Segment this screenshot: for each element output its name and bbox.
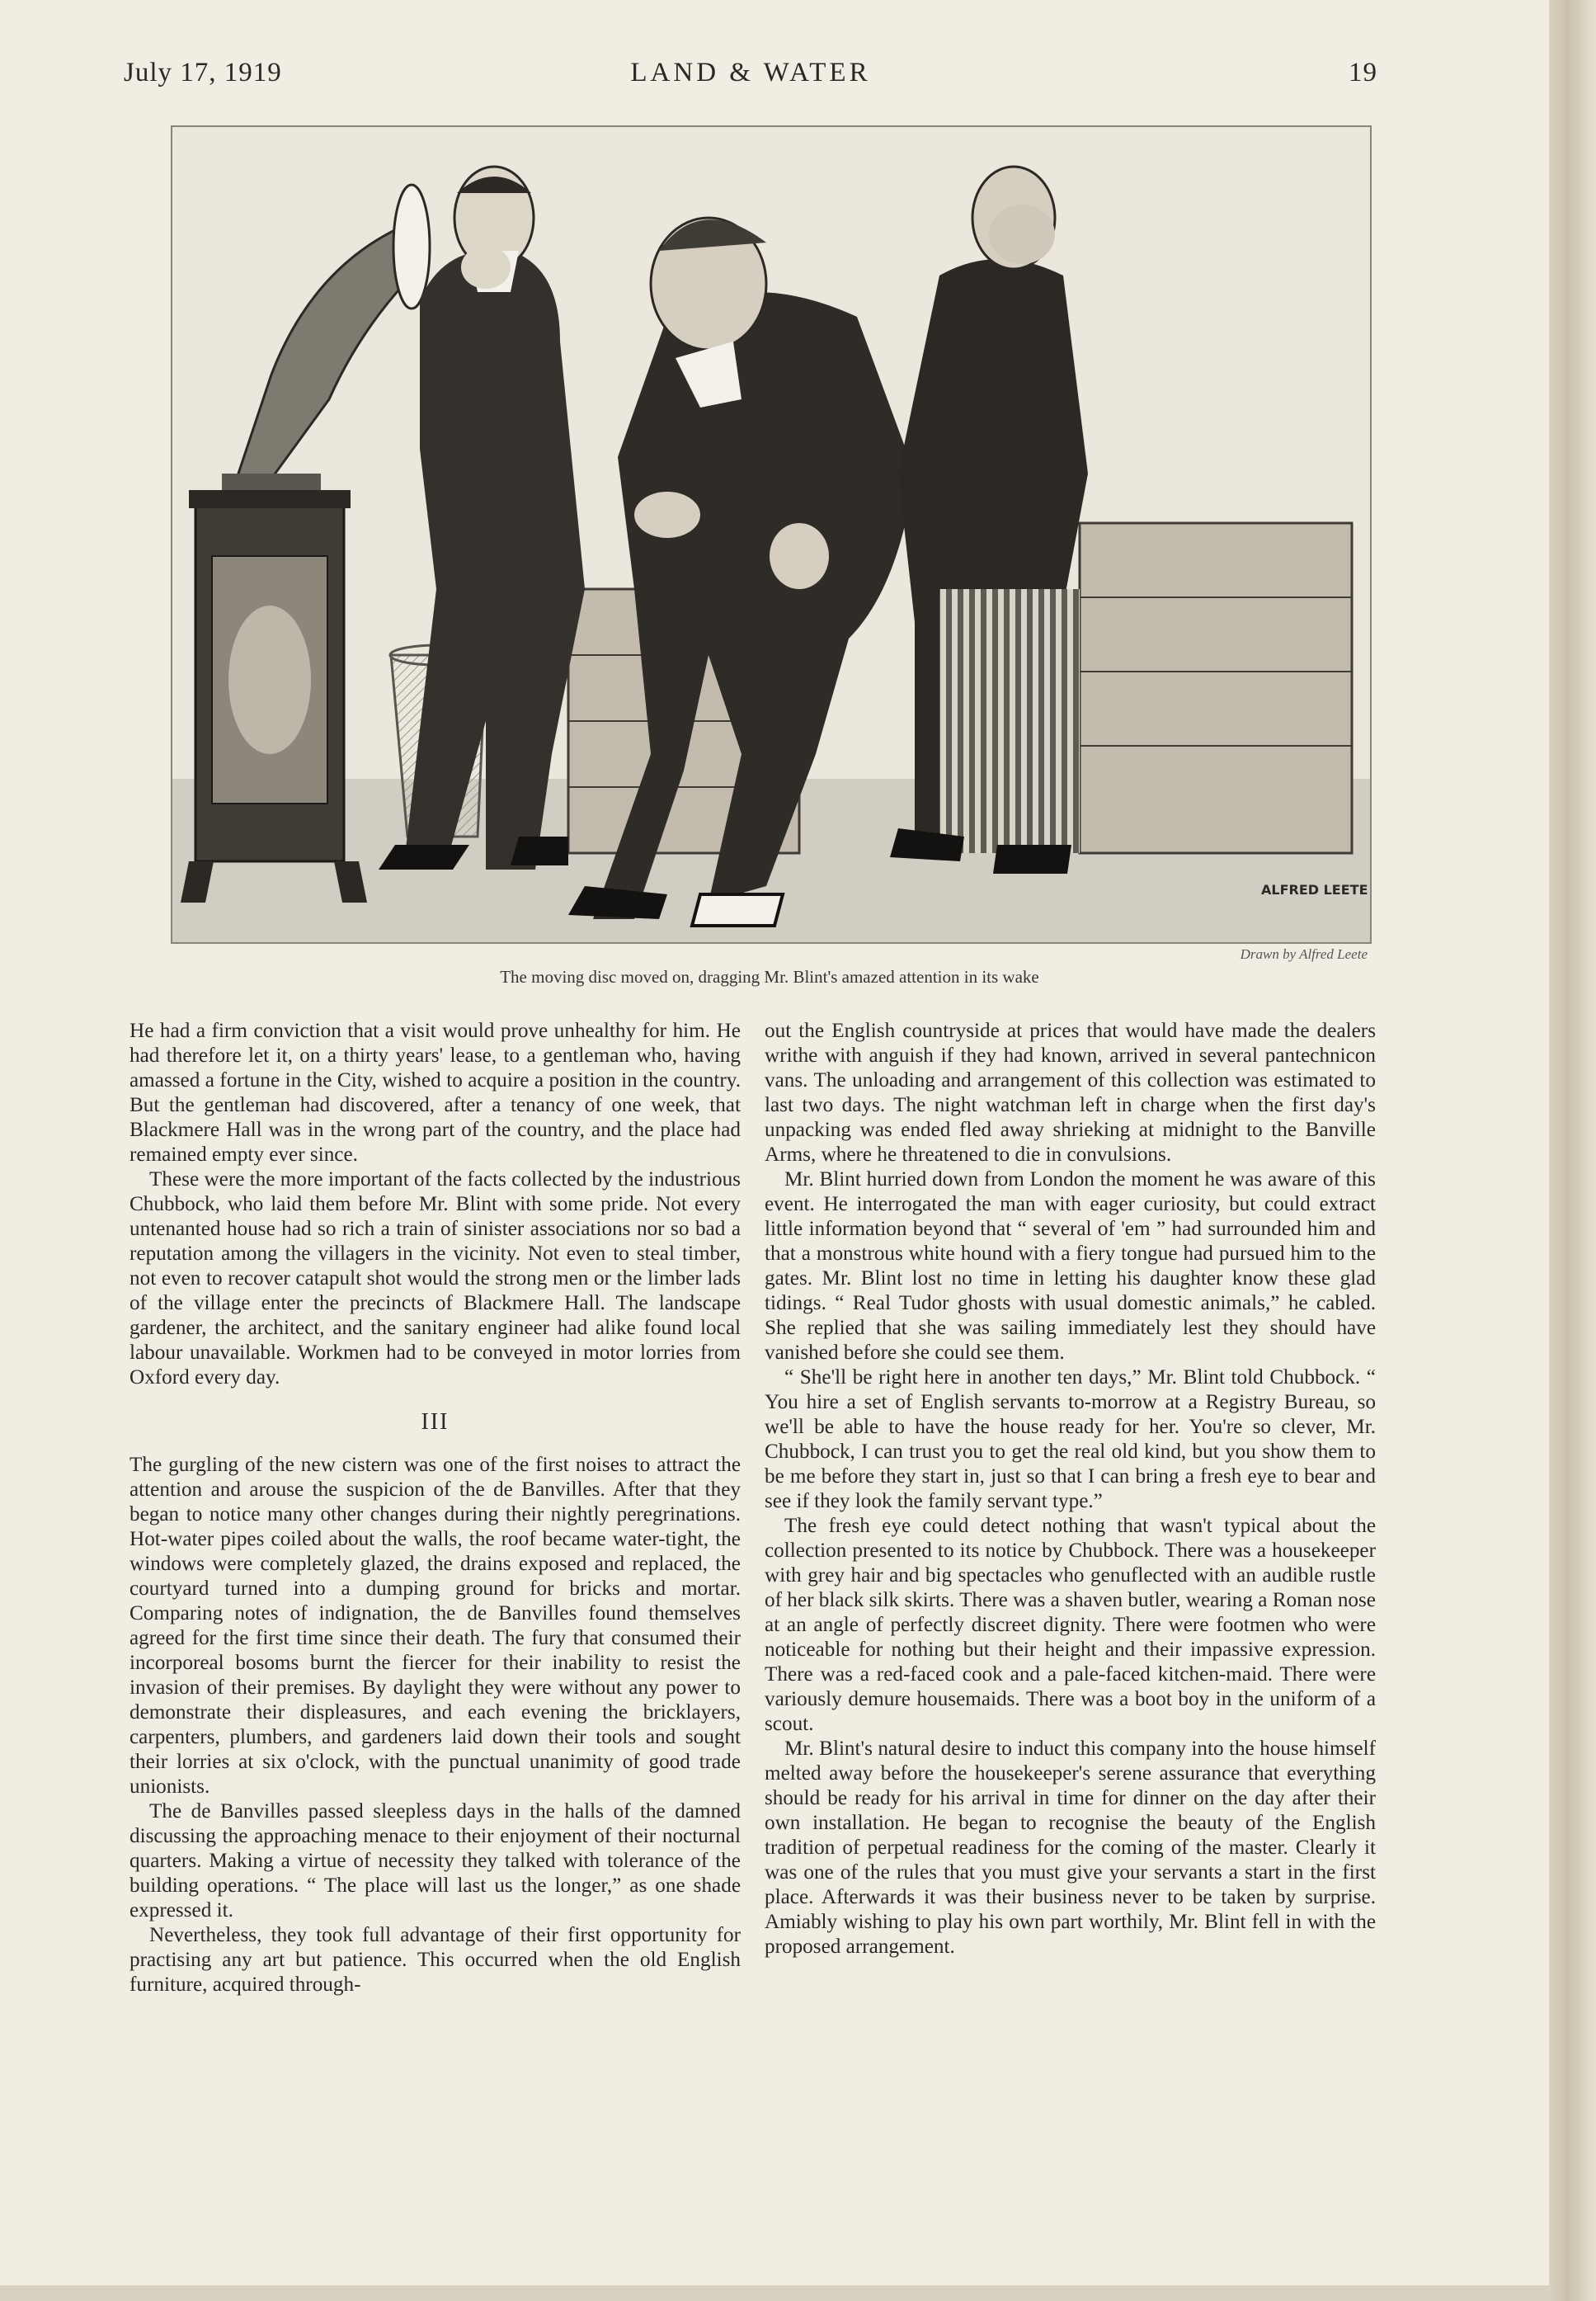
illustration-caption: The moving disc moved on, dragging Mr. Blint's amazed attention in its wake: [500, 967, 1039, 987]
page-bottom-edge: [0, 2285, 1549, 2301]
paragraph: The fresh eye could detect nothing that wasn't typical about the collection presented to its notice by Chubbock. There was a housekeeper with grey hair and big spectacles who genuflected with an audible rustle of her black silk skirts. There was a shaven butler, wearing a Roman nose at an angle of perfectly discreet dignity. There were footmen who were noticeable for nothing but their height and their impassive expression. There was a red-faced cook and a pale-faced kitchen-maid. There were variously demure housemaids. There was a boot boy in the uniform of a scout.: [765, 1515, 1376, 1735]
page-number: 19: [1349, 58, 1377, 87]
page-edge: [1549, 0, 1596, 2301]
artist-signature: ALFRED LEETE: [1261, 882, 1368, 898]
illustration: [171, 125, 1372, 944]
paragraph: Mr. Blint hurried down from London the moment he was aware of this event. He interrogated the man with eager curiosity, but could extract little information beyond that “ several of 'em ” had surrounded him and that a monstrous white hound with a fiery tongue had pursued him to the gates. Mr. Blint lost no time in letting his daughter know these glad tidings. “ Real Tudor ghosts with usual domestic animals,” he cabled. She replied that she was sailing immediately lest they should have vanished before she could see them.: [765, 1168, 1376, 1364]
right-column: [765, 1019, 1376, 1959]
illustration-drawing: [172, 127, 1370, 942]
paragraph: The de Banvilles passed sleepless days in the halls of the damned discussing the approaching menace to their enjoyment of their nocturnal quarters. Making a virtue of necessity they talked with tolerance of the building operations. “ The place will last us the longer,” as one shade expressed it.: [129, 1800, 741, 1921]
paragraph: “ She'll be right here in another ten days,” Mr. Blint told Chubbock. “ You hire a set of English servants to-morrow at a Registry Bureau, so we'll be able to have the house ready for her. You're so clever, Mr. Chubbock, I can trust you to get the real old kind, but you show them to be me before they start in, just so that I can bring a fresh eye to bear and see if they look the family servant type.”: [765, 1366, 1376, 1512]
section-heading: III: [421, 1409, 450, 1435]
paragraph: The gurgling of the new cistern was one of the first noises to attract the attention and arouse the suspicion of the de Banvilles. After that they began to notice many other changes during their nightly peregrinations. Hot-water pipes coiled about the walls, the roof became water-tight, the windows were completely glazed, the drains exposed and replaced, the courtyard turned into a dumping ground for bricks and mortar. Comparing notes of indignation, the de Banvilles found themselves agreed for the first time since their death. The fury that consumed their incorporeal bosoms burnt the fiercer for their inability to resist the invasion of their premises. By daylight they were without any power to demonstrate their displeasures, and each evening the bricklayers, carpenters, plumbers, and gardeners laid down their tools and sought their lorries at six o'clock, with the punctual unanimity of good trade unionists.: [129, 1454, 741, 1798]
illustration-credit: Drawn by Alfred Leete: [1240, 946, 1368, 962]
paragraph: Mr. Blint's natural desire to induct this company into the house himself melted away before the housekeeper's serene assurance that everything should be ready for his arrival in time for dinner on the day after their own installation. He began to recognise the beauty of the English tradition of perpetual readiness for the coming of the master. Clearly it was one of the rules that you must give your servants a start in the first place. Afterwards it was their business never to be taken by surprise. Amiably wishing to play his own part worthily, Mr. Blint fell in with the proposed arrangement.: [765, 1738, 1376, 1958]
left-column: [129, 1019, 741, 1997]
paragraph: These were the more important of the facts collected by the industrious Chubbock, who laid them before Mr. Blint with some pride. Not every untenanted house had so rich a train of sinister associations nor so bad a reputation among the villagers in the vicinity. Not even to steal timber, not even to recover catapult shot would the strong men or the limber lads of the village enter the precincts of Blackmere Hall. The landscape gardener, the architect, and the sanitary engineer had alike found local labour unavailable. Workmen had to be conveyed in motor lorries from Oxford every day.: [129, 1168, 741, 1389]
magazine-title: LAND & WATER: [630, 58, 871, 87]
paragraph: Nevertheless, they took full advantage of their first opportunity for practising any art but patience. This occurred when the old English furniture, acquired through-: [129, 1924, 741, 1996]
paragraph: out the English countryside at prices that would have made the dealers writhe with anguish if they had known, arrived in several pantechnicon vans. The unloading and arrangement of this collection was estimated to last two days. The night watchman left in charge when the first day's unpacking was ended fled away shrieking at midnight to the Banville Arms, where he threatened to die in convulsions.: [765, 1020, 1376, 1166]
issue-date: July 17, 1919: [124, 58, 282, 87]
page-header: [124, 58, 1377, 99]
paragraph: He had a firm conviction that a visit would prove unhealthy for him. He had therefore let it, on a thirty years' lease, to a gentleman who, having amassed a fortune in the City, wished to acquire a position in the country. But the gentleman had discovered, after a tenancy of one week, that Blackmere Hall was in the wrong part of the country, and the place had remained empty ever since.: [129, 1020, 741, 1166]
